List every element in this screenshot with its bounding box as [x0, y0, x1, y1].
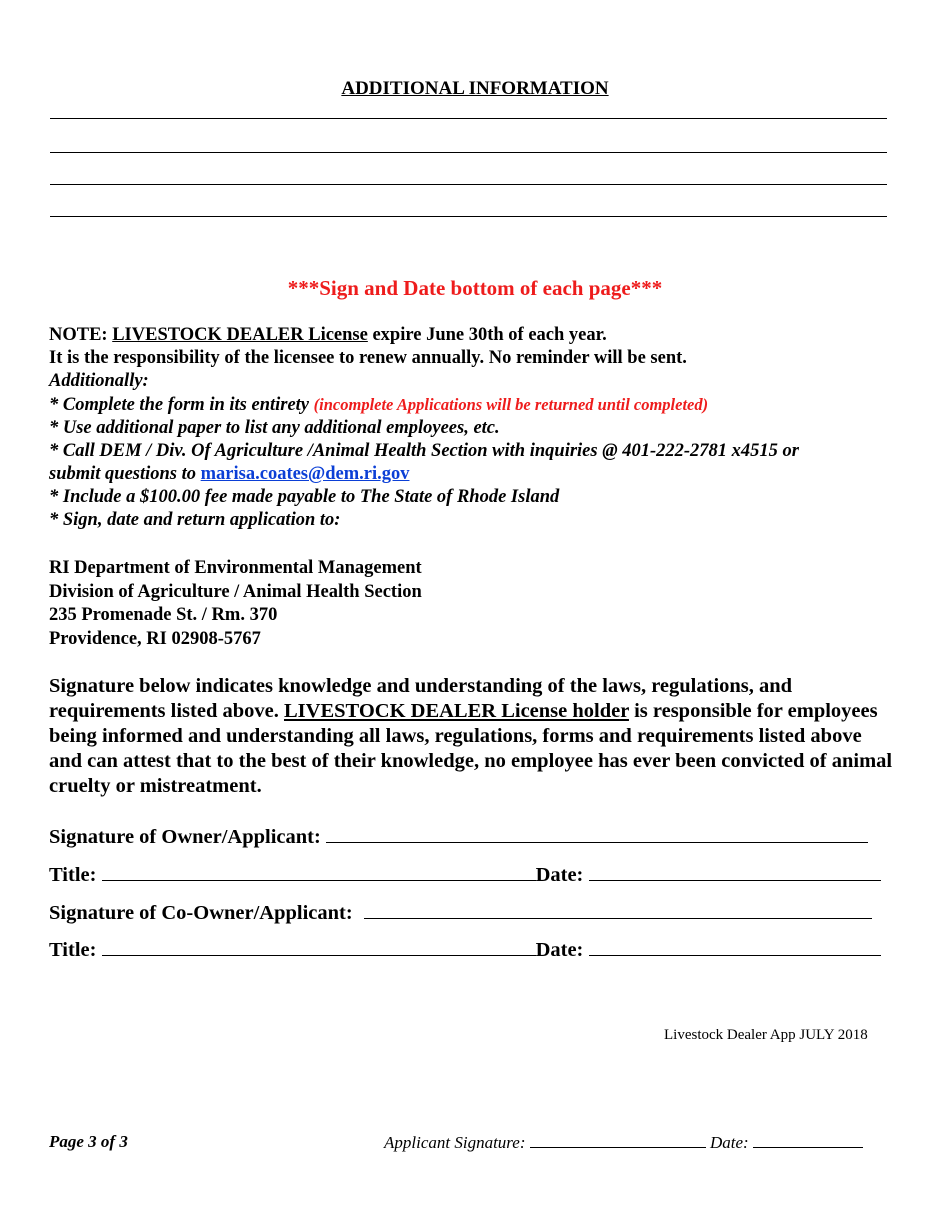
address-line-3: 235 Promenade St. / Rm. 370: [49, 605, 278, 625]
owner-title-row: [49, 862, 881, 887]
item1-text: * Complete the form in its entirety: [49, 395, 314, 415]
mailing-address: [49, 557, 422, 651]
coowner-signature-label: Signature of Co-Owner/Applicant:: [49, 902, 353, 924]
expire-text: expire June 30th of each year.: [367, 325, 607, 345]
note-additionally: Additionally:: [49, 371, 149, 391]
form-version: Livestock Dealer App JULY 2018: [664, 1027, 868, 1043]
license-term: LIVESTOCK DEALER License: [112, 325, 368, 345]
note-renew: It is the responsibility of the licensee to renew annually. No reminder will be sent.: [49, 348, 687, 368]
info-line-1[interactable]: [50, 118, 887, 119]
coowner-date-field[interactable]: [589, 937, 881, 956]
page-number: Page 3 of 3: [49, 1132, 128, 1151]
note-item-5: * Sign, date and return application to:: [49, 510, 341, 530]
info-line-2[interactable]: [50, 152, 887, 153]
address-line-1: RI Department of Environmental Management: [49, 558, 422, 578]
info-line-4[interactable]: [50, 216, 887, 217]
attest-text-2: is responsible for employees being informed and understanding all laws, regulations, forms and requirements listed above and can attest that to the best of their knowledge, no employee has ever been convicted of animal cruelty or mistreatment.: [49, 700, 893, 797]
address-line-2: Division of Agriculture / Animal Health Section: [49, 581, 422, 602]
coowner-title-row: [49, 937, 881, 962]
owner-date-field[interactable]: [589, 862, 881, 881]
owner-signature-field[interactable]: [326, 824, 868, 843]
coowner-signature-field[interactable]: [364, 900, 872, 919]
footer-date-label: Date:: [710, 1133, 749, 1152]
owner-signature-label: Signature of Owner/Applicant:: [49, 826, 321, 848]
item3-prefix: submit questions to: [49, 464, 201, 484]
attest-text-1: Signature below indicates knowledge and understanding of the laws, regulations, and requirements listed above.: [49, 675, 793, 722]
footer-signature-field[interactable]: [530, 1132, 706, 1148]
license-holder-term: LIVESTOCK DEALER License holder: [283, 700, 629, 722]
coowner-signature-row: [49, 900, 872, 925]
note-item-1: [49, 393, 909, 417]
address-line-4: Providence, RI 02908-5767: [49, 628, 261, 649]
item1-warning: (incomplete Applications will be returned until completed): [313, 395, 709, 414]
owner-title-field[interactable]: [102, 862, 536, 881]
note-expiry: [49, 324, 909, 347]
note-item-3-cont: [49, 463, 909, 486]
coowner-title-label: Title:: [49, 939, 97, 961]
owner-title-label: Title:: [49, 864, 97, 886]
note-item-4: * Include a $100.00 fee made payable to The State of Rhode Island: [49, 487, 560, 507]
note-item-2: * Use additional paper to list any additional employees, etc.: [49, 418, 500, 438]
footer-signature-label: Applicant Signature:: [384, 1133, 526, 1152]
notes-block: [49, 324, 909, 532]
email-link[interactable]: marisa.coates@dem.ri.gov: [200, 464, 410, 484]
owner-date-label: Date:: [535, 864, 584, 886]
attestation-paragraph: [49, 674, 899, 799]
sign-date-banner: ***Sign and Date bottom of each page***: [287, 276, 663, 300]
note-item-3: * Call DEM / Div. Of Agriculture /Animal Health Section with inquiries @ 401-222-2781 x4515 or: [49, 441, 799, 461]
footer-signature-row: [384, 1132, 863, 1153]
note-prefix: NOTE:: [49, 325, 113, 345]
info-line-3[interactable]: [50, 184, 887, 185]
footer-date-field[interactable]: [753, 1132, 863, 1148]
page-heading: ADDITIONAL INFORMATION: [341, 78, 609, 99]
owner-signature-row: [49, 824, 868, 849]
coowner-title-field[interactable]: [102, 937, 536, 956]
coowner-date-label: Date:: [535, 939, 584, 961]
